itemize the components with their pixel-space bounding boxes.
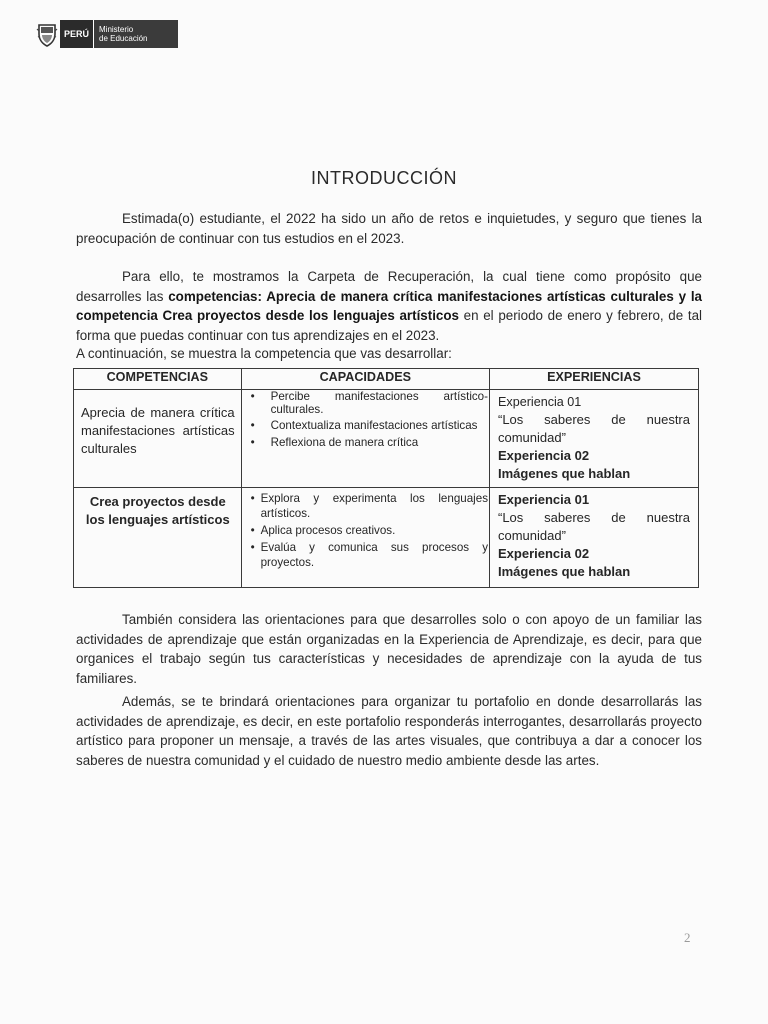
competencia-cell: Crea proyectos desde los lenguajes artísticos (74, 488, 242, 588)
experience-1-label: Experiencia 01 (498, 492, 590, 507)
experience-1-title-b: comunidad” (498, 528, 566, 543)
table-row (74, 488, 699, 588)
country-badge: PERÚ (60, 20, 93, 48)
capacidad-item: • Percibe manifestaciones artístico-culturales. (249, 391, 488, 416)
experience-1-label: Experiencia 01 (498, 395, 582, 409)
intro-p2-end: en el periodo de enero y febrero, de tal forma que puedas continuar con tus aprendizajes en el 2023. (76, 308, 703, 343)
table-header-row (74, 369, 699, 390)
experience-1-title-b: comunidad” (498, 430, 566, 445)
capacidad-item: • Evalúa y comunica sus procesos y proyectos. (249, 540, 488, 570)
intro-p2-competencies: competencias: Aprecia de manera crítica manifestaciones artísticas culturales y la competencia Crea proyectos desde los lenguajes artísticos (76, 288, 702, 323)
experience-2-title: Imágenes que hablan (498, 564, 631, 579)
ministry-line-1: Ministerio (99, 25, 134, 34)
experiencias-cell (490, 390, 699, 488)
closing-paragraph-1: También considera las orientaciones para que desarrolles solo o con apoyo de un familiar las actividades de aprendizaje que están organizadas en la Experiencia de Aprendizaje, es decir, para que organices el trabajo según tus características y necesidades de aprendizaje con la ayuda de tus familiares. (76, 612, 702, 686)
experience-2-label: Experiencia 02 (498, 448, 590, 463)
ministry-logo (34, 20, 178, 48)
header-capacidades: CAPACIDADES (241, 369, 489, 390)
ministry-name (94, 20, 177, 48)
capacidades-cell (241, 390, 489, 488)
competencia-cell: Aprecia de manera crítica manifestaciones artísticas culturales (74, 390, 242, 488)
experience-2-label: Experiencia 02 (498, 546, 590, 561)
capacidades-cell (241, 488, 489, 588)
capacidad-item: • Reflexiona de manera crítica (249, 437, 488, 450)
capacidad-item: • Aplica procesos creativos. (249, 523, 488, 538)
experience-1-title-a: “Los saberes de nuestra (498, 412, 690, 427)
page-title: INTRODUCCIÓN (311, 168, 457, 188)
header-experiencias: EXPERIENCIAS (490, 369, 699, 390)
experience-1-title-a: “Los saberes de nuestra (498, 510, 690, 525)
capacidad-item: • Contextualiza manifestaciones artísticas (249, 420, 488, 433)
coat-of-arms-icon (34, 20, 60, 48)
experiencias-cell (490, 488, 699, 588)
experience-2-title: Imágenes que hablan (498, 466, 631, 481)
header-competencias: COMPETENCIAS (74, 369, 242, 390)
closing-paragraph-2: Además, se te brindará orientaciones para organizar tu portafolio en donde desarrollarás las actividades de aprendizaje, es decir, en este portafolio responderás interrogantes, desarrollarás proyecto artístico para proponer un mensaje, a través de las artes visuales, que contribuya a dar a conocer los saberes de nuestra comunidad y el cuidado de nuestro medio ambiente desde las artes. (76, 694, 702, 768)
intro-paragraph-2 (76, 267, 702, 345)
competencies-table (73, 368, 699, 588)
ministry-line-2: de Educación (99, 34, 148, 43)
intro-paragraph-3: A continuación, se muestra la competencia que vas desarrollar: (76, 346, 452, 361)
page-number: 2 (684, 930, 691, 945)
intro-paragraph-1: Estimada(o) estudiante, el 2022 ha sido un año de retos e inquietudes, y seguro que tienes la preocupación de continuar con tus estudios en el 2023. (76, 211, 702, 246)
capacidad-item: • Explora y experimenta los lenguajes artísticos. (249, 491, 488, 521)
table-row (74, 390, 699, 488)
intro-p2-start: Para ello, te mostramos la Carpeta de Recuperación, la cual tiene como propósito que desarrolles las (76, 269, 702, 304)
